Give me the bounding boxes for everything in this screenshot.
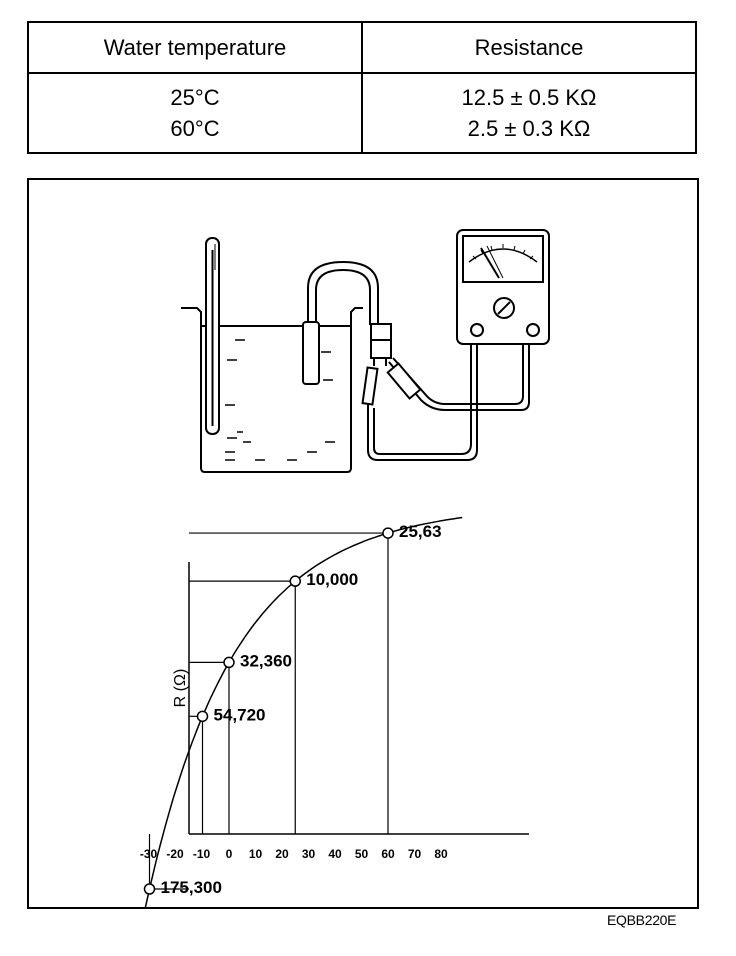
x-tick-label: -10 — [192, 847, 211, 861]
data-point-marker — [198, 711, 208, 721]
data-point-label: 175,300 — [160, 878, 222, 897]
sensor-connector — [371, 324, 391, 366]
temperature-cell — [28, 73, 362, 153]
data-point-marker — [383, 528, 393, 538]
table-header-row — [28, 22, 696, 73]
data-point-label: 54,720 — [213, 705, 266, 725]
x-tick-label: 80 — [434, 847, 448, 861]
data-point-marker — [224, 657, 234, 667]
temp-value: 60°C — [170, 116, 220, 141]
resistance-cell — [362, 73, 696, 153]
x-tick-label: 70 — [407, 847, 422, 861]
data-point-label: 10,000 — [306, 570, 359, 590]
test-leads — [363, 342, 529, 460]
header-water-temperature: Water temperature — [28, 22, 362, 73]
test-apparatus-illustration — [181, 230, 549, 472]
ohmmeter — [457, 230, 549, 344]
data-point-marker — [145, 884, 155, 894]
resistance-graph — [136, 518, 529, 908]
resistance-value: 12.5 ± 0.5 KΩ — [461, 85, 597, 110]
thermometer — [206, 238, 219, 434]
resistance-value: 2.5 ± 0.3 KΩ — [467, 116, 591, 141]
temperature-sensor-probe — [303, 262, 378, 384]
data-point-label: 32,360 — [240, 651, 292, 671]
x-axis-ticks — [140, 847, 448, 861]
y-axis-label: R (Ω) — [172, 668, 189, 708]
x-tick-label: 40 — [328, 847, 342, 861]
x-tick-label: 0 — [225, 847, 233, 861]
x-tick-label: 10 — [248, 847, 263, 861]
x-tick-label: -30 — [139, 847, 158, 861]
x-tick-label: 20 — [275, 847, 289, 861]
data-point-label: 25,63 — [399, 522, 442, 542]
diagram-svg — [29, 180, 697, 907]
header-resistance: Resistance — [362, 22, 696, 73]
diagram-frame — [27, 178, 699, 909]
figure-code: EQBB220E — [607, 912, 677, 928]
x-tick-label: 30 — [301, 847, 316, 861]
x-tick-label: -20 — [166, 847, 184, 861]
temp-value: 25°C — [170, 85, 220, 110]
table-row — [28, 73, 696, 153]
spec-table — [27, 21, 697, 154]
x-tick-label: 60 — [381, 847, 395, 861]
data-point-marker — [290, 576, 300, 586]
x-tick-label: 50 — [354, 847, 369, 861]
